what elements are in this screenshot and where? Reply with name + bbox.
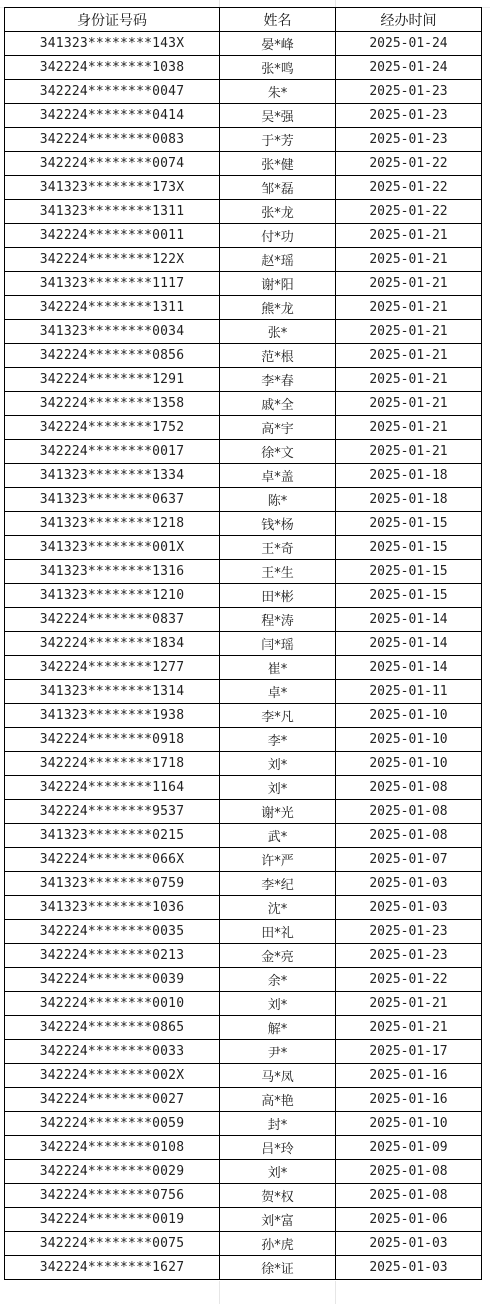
cell-id[interactable]: 342224********0837 — [5, 608, 220, 632]
table-row — [5, 296, 482, 320]
table-row — [5, 680, 482, 704]
cell-name[interactable]: 许*严 — [220, 848, 336, 872]
cell-date[interactable]: 2025-01-23 — [336, 128, 482, 152]
cell-id[interactable]: 342224********0047 — [5, 80, 220, 104]
table-row — [5, 968, 482, 992]
cell-name[interactable]: 沈* — [220, 896, 336, 920]
cell-id[interactable]: 342224********0083 — [5, 128, 220, 152]
cell-date[interactable]: 2025-01-18 — [336, 488, 482, 512]
cell-name[interactable]: 刘*富 — [220, 1208, 336, 1232]
cell-id[interactable]: 342224********0918 — [5, 728, 220, 752]
cell-id[interactable]: 341323********0759 — [5, 872, 220, 896]
cell-id[interactable]: 342224********0075 — [5, 1232, 220, 1256]
table-row — [5, 272, 482, 296]
cell-name[interactable]: 付*功 — [220, 224, 336, 248]
cell-id[interactable]: 341323********0637 — [5, 488, 220, 512]
cell-id[interactable]: 341323********0034 — [5, 320, 220, 344]
empty-grid-row — [0, 1281, 490, 1304]
cell-date[interactable]: 2025-01-21 — [336, 992, 482, 1016]
cell-id[interactable]: 341323********1210 — [5, 584, 220, 608]
table-row — [5, 344, 482, 368]
cell-name[interactable]: 刘* — [220, 752, 336, 776]
table-row — [5, 248, 482, 272]
cell-date[interactable]: 2025-01-22 — [336, 200, 482, 224]
cell-name[interactable]: 程*涛 — [220, 608, 336, 632]
cell-date[interactable]: 2025-01-10 — [336, 728, 482, 752]
cell-id[interactable]: 342224********0027 — [5, 1088, 220, 1112]
cell-date[interactable]: 2025-01-21 — [336, 392, 482, 416]
table-row — [5, 1112, 482, 1136]
table-row — [5, 128, 482, 152]
cell-date[interactable]: 2025-01-18 — [336, 464, 482, 488]
cell-name[interactable]: 马*凤 — [220, 1064, 336, 1088]
cell-date[interactable]: 2025-01-23 — [336, 920, 482, 944]
cell-date[interactable]: 2025-01-21 — [336, 272, 482, 296]
cell-id[interactable]: 341323********1334 — [5, 464, 220, 488]
cell-id[interactable]: 342224********1311 — [5, 296, 220, 320]
table-row — [5, 200, 482, 224]
table-row — [5, 368, 482, 392]
cell-date[interactable]: 2025-01-21 — [336, 248, 482, 272]
cell-name[interactable]: 陈* — [220, 488, 336, 512]
cell-date[interactable]: 2025-01-22 — [336, 968, 482, 992]
table-row — [5, 560, 482, 584]
table-row — [5, 392, 482, 416]
table-row — [5, 992, 482, 1016]
cell-date[interactable]: 2025-01-15 — [336, 512, 482, 536]
cell-name[interactable]: 刘* — [220, 1160, 336, 1184]
cell-id[interactable]: 342224********1277 — [5, 656, 220, 680]
cell-id[interactable]: 342224********0010 — [5, 992, 220, 1016]
cell-date[interactable]: 2025-01-11 — [336, 680, 482, 704]
table-row — [5, 824, 482, 848]
cell-id[interactable]: 342224********122X — [5, 248, 220, 272]
cell-date[interactable]: 2025-01-22 — [336, 152, 482, 176]
cell-name[interactable]: 崔* — [220, 656, 336, 680]
table-row — [5, 1136, 482, 1160]
cell-id[interactable]: 342224********0414 — [5, 104, 220, 128]
header-row — [5, 8, 482, 32]
table-row — [5, 848, 482, 872]
cell-name[interactable]: 武* — [220, 824, 336, 848]
header-date[interactable]: 经办时间 — [336, 8, 482, 32]
cell-date[interactable]: 2025-01-15 — [336, 560, 482, 584]
cell-date[interactable]: 2025-01-08 — [336, 776, 482, 800]
cell-id[interactable]: 342224********002X — [5, 1064, 220, 1088]
cell-name[interactable]: 熊*龙 — [220, 296, 336, 320]
table-row — [5, 656, 482, 680]
cell-id[interactable]: 342224********0059 — [5, 1112, 220, 1136]
table-row — [5, 1064, 482, 1088]
cell-date[interactable]: 2025-01-03 — [336, 872, 482, 896]
cell-date[interactable]: 2025-01-21 — [336, 224, 482, 248]
cell-date[interactable]: 2025-01-24 — [336, 56, 482, 80]
cell-name[interactable]: 刘* — [220, 992, 336, 1016]
cell-name[interactable]: 余* — [220, 968, 336, 992]
table-row — [5, 1040, 482, 1064]
cell-date[interactable]: 2025-01-08 — [336, 1160, 482, 1184]
cell-name[interactable]: 田*彬 — [220, 584, 336, 608]
table-row — [5, 1088, 482, 1112]
cell-name[interactable]: 刘* — [220, 776, 336, 800]
cell-date[interactable]: 2025-01-08 — [336, 1184, 482, 1208]
cell-date[interactable]: 2025-01-21 — [336, 320, 482, 344]
table-row — [5, 56, 482, 80]
cell-date[interactable]: 2025-01-16 — [336, 1088, 482, 1112]
cell-date[interactable]: 2025-01-24 — [336, 32, 482, 56]
cell-name[interactable]: 范*根 — [220, 344, 336, 368]
cell-date[interactable]: 2025-01-10 — [336, 704, 482, 728]
cell-date[interactable]: 2025-01-21 — [336, 416, 482, 440]
cell-name[interactable]: 贺*权 — [220, 1184, 336, 1208]
cell-id[interactable]: 341323********1316 — [5, 560, 220, 584]
table-row — [5, 1160, 482, 1184]
cell-id[interactable]: 342224********0033 — [5, 1040, 220, 1064]
cell-id[interactable]: 342224********066X — [5, 848, 220, 872]
cell-name[interactable]: 徐*证 — [220, 1256, 336, 1280]
table-row — [5, 1232, 482, 1256]
header-name[interactable]: 姓名 — [220, 8, 336, 32]
cell-id[interactable]: 342224********1291 — [5, 368, 220, 392]
header-id[interactable]: 身份证号码 — [5, 8, 220, 32]
cell-id[interactable]: 342224********0019 — [5, 1208, 220, 1232]
cell-name[interactable]: 张*鸣 — [220, 56, 336, 80]
cell-name[interactable]: 卓* — [220, 680, 336, 704]
cell-id[interactable]: 342224********0865 — [5, 1016, 220, 1040]
table-row — [5, 1016, 482, 1040]
cell-date[interactable]: 2025-01-23 — [336, 104, 482, 128]
cell-name[interactable]: 徐*文 — [220, 440, 336, 464]
cell-name[interactable]: 李* — [220, 728, 336, 752]
cell-id[interactable]: 342224********0108 — [5, 1136, 220, 1160]
cell-id[interactable]: 342224********0035 — [5, 920, 220, 944]
cell-name[interactable]: 晏*峰 — [220, 32, 336, 56]
cell-date[interactable]: 2025-01-23 — [336, 944, 482, 968]
table-row — [5, 464, 482, 488]
cell-id[interactable]: 342224********0017 — [5, 440, 220, 464]
table-row — [5, 224, 482, 248]
cell-date[interactable]: 2025-01-09 — [336, 1136, 482, 1160]
cell-id[interactable]: 342224********1038 — [5, 56, 220, 80]
cell-id[interactable]: 341323********1311 — [5, 200, 220, 224]
gridline — [335, 0, 336, 7]
cell-date[interactable]: 2025-01-21 — [336, 1016, 482, 1040]
table-row — [5, 1208, 482, 1232]
table-row — [5, 608, 482, 632]
cell-name[interactable]: 闫*瑶 — [220, 632, 336, 656]
table-row — [5, 920, 482, 944]
cell-name[interactable]: 张* — [220, 320, 336, 344]
cell-id[interactable]: 342224********0011 — [5, 224, 220, 248]
table-row — [5, 584, 482, 608]
cell-name[interactable]: 张*健 — [220, 152, 336, 176]
cell-date[interactable]: 2025-01-14 — [336, 656, 482, 680]
table-row — [5, 632, 482, 656]
cell-name[interactable]: 于*芳 — [220, 128, 336, 152]
cell-name[interactable]: 钱*杨 — [220, 512, 336, 536]
cell-date[interactable]: 2025-01-22 — [336, 176, 482, 200]
cell-date[interactable]: 2025-01-14 — [336, 632, 482, 656]
cell-id[interactable]: 341323********0215 — [5, 824, 220, 848]
cell-id[interactable]: 342224********0213 — [5, 944, 220, 968]
cell-id[interactable]: 342224********0074 — [5, 152, 220, 176]
table-row — [5, 1184, 482, 1208]
cell-id[interactable]: 341323********173X — [5, 176, 220, 200]
cell-name[interactable]: 高*宇 — [220, 416, 336, 440]
table-row — [5, 104, 482, 128]
cell-id[interactable]: 342224********0756 — [5, 1184, 220, 1208]
cell-id[interactable]: 342224********1627 — [5, 1256, 220, 1280]
cell-name[interactable]: 金*亮 — [220, 944, 336, 968]
cell-name[interactable]: 李*纪 — [220, 872, 336, 896]
cell-name[interactable]: 王*奇 — [220, 536, 336, 560]
cell-date[interactable]: 2025-01-17 — [336, 1040, 482, 1064]
table-row — [5, 536, 482, 560]
table-row — [5, 752, 482, 776]
cell-date[interactable]: 2025-01-06 — [336, 1208, 482, 1232]
cell-date[interactable]: 2025-01-15 — [336, 584, 482, 608]
cell-name[interactable]: 邹*磊 — [220, 176, 336, 200]
table-row — [5, 512, 482, 536]
cell-name[interactable]: 吕*玲 — [220, 1136, 336, 1160]
cell-name[interactable]: 赵*瑶 — [220, 248, 336, 272]
table-row — [5, 80, 482, 104]
cell-id[interactable]: 341323********001X — [5, 536, 220, 560]
cell-date[interactable]: 2025-01-08 — [336, 824, 482, 848]
cell-id[interactable]: 342224********1164 — [5, 776, 220, 800]
cell-id[interactable]: 342224********9537 — [5, 800, 220, 824]
cell-date[interactable]: 2025-01-21 — [336, 440, 482, 464]
cell-id[interactable]: 341323********1938 — [5, 704, 220, 728]
cell-name[interactable]: 朱* — [220, 80, 336, 104]
cell-id[interactable]: 341323********1314 — [5, 680, 220, 704]
table-row — [5, 728, 482, 752]
cell-date[interactable]: 2025-01-23 — [336, 80, 482, 104]
table-row — [5, 416, 482, 440]
cell-date[interactable]: 2025-01-21 — [336, 344, 482, 368]
table-row — [5, 800, 482, 824]
cell-id[interactable]: 341323********143X — [5, 32, 220, 56]
cell-name[interactable]: 王*生 — [220, 560, 336, 584]
cell-id[interactable]: 342224********1718 — [5, 752, 220, 776]
table-row — [5, 320, 482, 344]
cell-name[interactable]: 李*春 — [220, 368, 336, 392]
cell-name[interactable]: 封* — [220, 1112, 336, 1136]
cell-date[interactable]: 2025-01-03 — [336, 1256, 482, 1280]
table-body — [5, 32, 482, 1280]
cell-id[interactable]: 341323********1117 — [5, 272, 220, 296]
cell-date[interactable]: 2025-01-21 — [336, 368, 482, 392]
table-row — [5, 1256, 482, 1280]
cell-name[interactable]: 田*礼 — [220, 920, 336, 944]
cell-date[interactable]: 2025-01-08 — [336, 800, 482, 824]
cell-id[interactable]: 342224********0039 — [5, 968, 220, 992]
table-row — [5, 872, 482, 896]
data-table — [4, 7, 482, 1280]
cell-id[interactable]: 342224********1358 — [5, 392, 220, 416]
cell-name[interactable]: 戚*全 — [220, 392, 336, 416]
cell-name[interactable]: 张*龙 — [220, 200, 336, 224]
table-row — [5, 152, 482, 176]
cell-date[interactable]: 2025-01-03 — [336, 896, 482, 920]
gridline — [219, 0, 220, 7]
cell-name[interactable]: 吴*强 — [220, 104, 336, 128]
cell-name[interactable]: 尹* — [220, 1040, 336, 1064]
cell-name[interactable]: 解* — [220, 1016, 336, 1040]
table-row — [5, 488, 482, 512]
table-row — [5, 32, 482, 56]
cell-date[interactable]: 2025-01-15 — [336, 536, 482, 560]
cell-name[interactable]: 李*凡 — [220, 704, 336, 728]
table-row — [5, 896, 482, 920]
cell-id[interactable]: 342224********0856 — [5, 344, 220, 368]
table-row — [5, 176, 482, 200]
table-row — [5, 944, 482, 968]
cell-date[interactable]: 2025-01-03 — [336, 1232, 482, 1256]
table-row — [5, 440, 482, 464]
cell-id[interactable]: 342224********1834 — [5, 632, 220, 656]
cell-name[interactable]: 孙*虎 — [220, 1232, 336, 1256]
cell-name[interactable]: 谢*阳 — [220, 272, 336, 296]
table-row — [5, 704, 482, 728]
cell-id[interactable]: 341323********1036 — [5, 896, 220, 920]
cell-name[interactable]: 谢*光 — [220, 800, 336, 824]
cell-date[interactable]: 2025-01-10 — [336, 1112, 482, 1136]
cell-date[interactable]: 2025-01-07 — [336, 848, 482, 872]
cell-date[interactable]: 2025-01-10 — [336, 752, 482, 776]
cell-name[interactable]: 高*艳 — [220, 1088, 336, 1112]
cell-name[interactable]: 卓*盖 — [220, 464, 336, 488]
table-row — [5, 776, 482, 800]
cell-id[interactable]: 341323********1218 — [5, 512, 220, 536]
cell-date[interactable]: 2025-01-21 — [336, 296, 482, 320]
cell-date[interactable]: 2025-01-16 — [336, 1064, 482, 1088]
cell-id[interactable]: 342224********0029 — [5, 1160, 220, 1184]
cell-date[interactable]: 2025-01-14 — [336, 608, 482, 632]
cell-id[interactable]: 342224********1752 — [5, 416, 220, 440]
